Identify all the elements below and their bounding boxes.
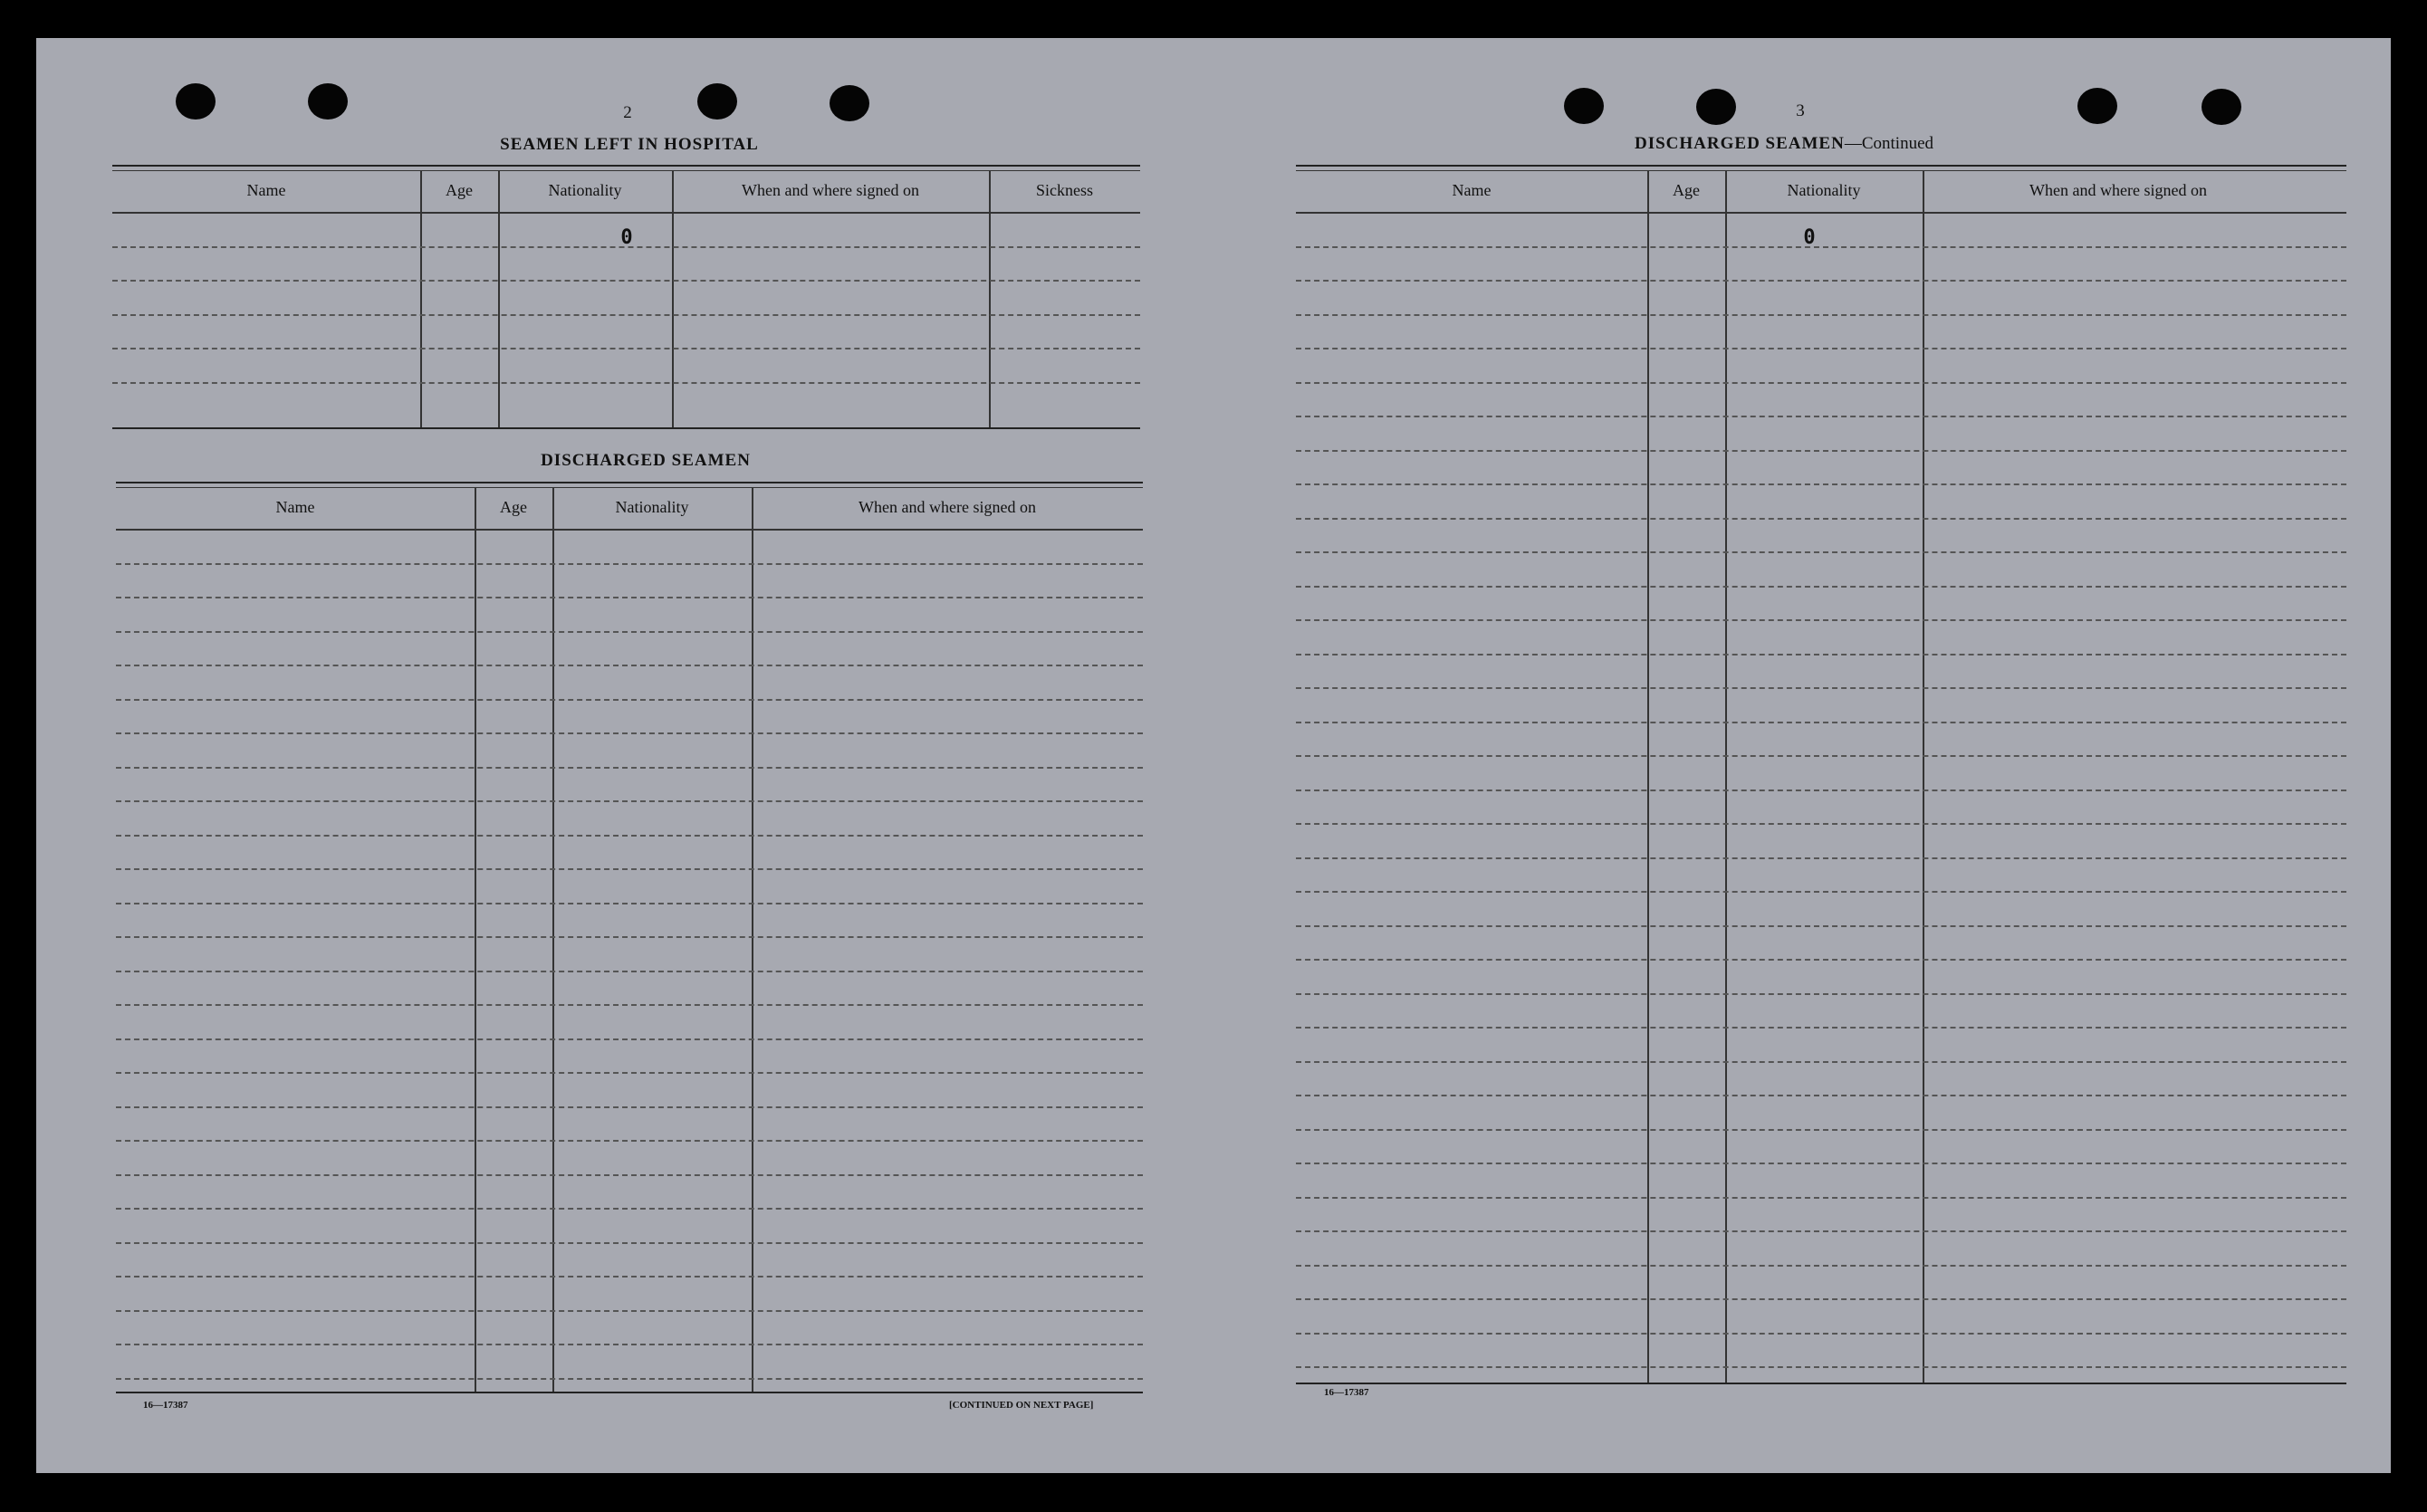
entry-row-line bbox=[1296, 518, 2346, 520]
form-number-right: 16—17387 bbox=[1324, 1387, 1369, 1398]
column-divider bbox=[498, 170, 500, 427]
entry-row-line bbox=[116, 767, 1143, 769]
entry-row-line bbox=[116, 868, 1143, 870]
entry-row-line bbox=[1296, 925, 2346, 927]
table-bottom-rule bbox=[116, 1392, 1143, 1393]
right-col-signed-on: When and where signed on bbox=[2029, 181, 2207, 199]
entry-row-line bbox=[1296, 993, 2346, 995]
entry-row-line bbox=[116, 1276, 1143, 1278]
entry-row-line bbox=[1296, 722, 2346, 723]
discharged-col-name: Name bbox=[275, 498, 315, 516]
entry-row-line bbox=[1296, 586, 2346, 588]
entry-row-line bbox=[1296, 857, 2346, 859]
entry-row-line bbox=[116, 563, 1143, 565]
entry-row-line bbox=[1296, 891, 2346, 893]
hospital-col-sickness: Sickness bbox=[1036, 181, 1093, 199]
entry-row-line bbox=[1296, 246, 2346, 248]
entry-row-line bbox=[112, 246, 1140, 248]
entry-row-line bbox=[116, 665, 1143, 666]
column-divider bbox=[989, 170, 991, 427]
entry-row-line bbox=[1296, 619, 2346, 621]
form-sheet bbox=[36, 38, 2391, 1473]
entry-row-line bbox=[116, 1038, 1143, 1040]
entry-row-line bbox=[116, 1242, 1143, 1244]
entry-row-line bbox=[116, 699, 1143, 701]
discharged-continued-table bbox=[1296, 165, 2346, 1383]
entry-row-line bbox=[1296, 280, 2346, 282]
column-divider bbox=[1647, 170, 1649, 1383]
entry-row-line bbox=[1296, 1163, 2346, 1164]
entry-row-line bbox=[116, 1344, 1143, 1345]
column-divider bbox=[1923, 170, 1924, 1383]
hospital-table bbox=[112, 165, 1140, 427]
entry-row-line bbox=[116, 1106, 1143, 1108]
hospital-section-title: SEAMEN LEFT IN HOSPITAL bbox=[500, 135, 759, 154]
entry-row-line bbox=[1296, 687, 2346, 689]
entry-row-line bbox=[112, 382, 1140, 384]
punch-hole bbox=[1564, 88, 1604, 124]
discharged-continued-title bbox=[1635, 134, 1933, 154]
hospital-col-signed-on: When and where signed on bbox=[742, 181, 919, 199]
punch-hole bbox=[697, 83, 737, 120]
entry-row-line bbox=[1296, 314, 2346, 316]
entry-row-line bbox=[116, 903, 1143, 904]
punch-hole bbox=[830, 85, 869, 121]
column-divider bbox=[752, 487, 753, 1392]
entry-row-line bbox=[1296, 959, 2346, 961]
entry-row-line bbox=[1296, 416, 2346, 417]
header-divider bbox=[1296, 212, 2346, 214]
page-number-right: 3 bbox=[1796, 101, 1805, 120]
right-col-age: Age bbox=[1673, 181, 1700, 199]
entry-row-line bbox=[116, 835, 1143, 837]
entry-row-line bbox=[1296, 450, 2346, 452]
entry-row-line bbox=[112, 348, 1140, 349]
entry-row-line bbox=[1296, 654, 2346, 656]
entry-row-line bbox=[116, 1310, 1143, 1312]
discharged-table bbox=[116, 482, 1143, 1392]
entry-row-line bbox=[1296, 789, 2346, 791]
entry-row-line bbox=[1296, 755, 2346, 757]
entry-row-line bbox=[116, 631, 1143, 633]
entry-row-line bbox=[1296, 1027, 2346, 1029]
entry-row-line bbox=[112, 280, 1140, 282]
entry-row-line bbox=[1296, 1095, 2346, 1096]
entry-row-line bbox=[1296, 483, 2346, 485]
column-divider bbox=[420, 170, 422, 427]
right-col-nationality: Nationality bbox=[1787, 181, 1861, 199]
entry-row-line bbox=[1296, 1265, 2346, 1267]
continued-note: [CONTINUED ON NEXT PAGE] bbox=[949, 1400, 1094, 1411]
entry-row-line bbox=[1296, 1230, 2346, 1232]
entry-row-line bbox=[112, 314, 1140, 316]
column-divider bbox=[475, 487, 476, 1392]
punch-hole bbox=[176, 83, 216, 120]
hospital-col-name: Name bbox=[246, 181, 286, 199]
entry-row-line bbox=[116, 800, 1143, 802]
discharged-section-title: DISCHARGED SEAMEN bbox=[541, 451, 751, 470]
entry-row-line bbox=[116, 1140, 1143, 1142]
right-entry-mark: 0 bbox=[1803, 226, 1816, 249]
entry-row-line bbox=[1296, 551, 2346, 553]
punch-hole bbox=[2202, 89, 2241, 125]
entry-row-line bbox=[116, 597, 1143, 598]
form-number-left: 16—17387 bbox=[143, 1400, 188, 1411]
entry-row-line bbox=[1296, 1129, 2346, 1131]
entry-row-line bbox=[1296, 1298, 2346, 1300]
discharged-col-nationality: Nationality bbox=[615, 498, 689, 516]
hospital-entry-mark: 0 bbox=[620, 226, 633, 249]
entry-row-line bbox=[116, 1072, 1143, 1074]
discharged-continued-title-main: DISCHARGED SEAMEN bbox=[1634, 134, 1845, 153]
punch-hole bbox=[308, 83, 348, 120]
discharged-col-age: Age bbox=[500, 498, 527, 516]
entry-row-line bbox=[1296, 1061, 2346, 1063]
entry-row-line bbox=[116, 1208, 1143, 1210]
entry-row-line bbox=[1296, 823, 2346, 825]
entry-row-line bbox=[116, 936, 1143, 938]
entry-row-line bbox=[1296, 348, 2346, 349]
entry-row-line bbox=[1296, 1333, 2346, 1335]
punch-hole bbox=[1696, 89, 1736, 125]
entry-row-line bbox=[116, 732, 1143, 734]
hospital-col-age: Age bbox=[446, 181, 473, 199]
entry-row-line bbox=[116, 1004, 1143, 1006]
entry-row-line bbox=[116, 1378, 1143, 1380]
table-bottom-rule bbox=[1296, 1383, 2346, 1384]
entry-row-line bbox=[116, 971, 1143, 972]
table-bottom-rule bbox=[112, 427, 1140, 429]
column-divider bbox=[672, 170, 674, 427]
discharged-col-signed-on: When and where signed on bbox=[859, 498, 1036, 516]
header-divider bbox=[112, 212, 1140, 214]
entry-row-line bbox=[1296, 1197, 2346, 1199]
column-divider bbox=[552, 487, 554, 1392]
column-divider bbox=[1725, 170, 1727, 1383]
page-number-left: 2 bbox=[623, 103, 632, 122]
entry-row-line bbox=[1296, 1366, 2346, 1368]
hospital-col-nationality: Nationality bbox=[548, 181, 622, 199]
right-col-name: Name bbox=[1452, 181, 1492, 199]
entry-row-line bbox=[116, 1174, 1143, 1176]
entry-row-line bbox=[1296, 382, 2346, 384]
punch-hole bbox=[2077, 88, 2117, 124]
header-divider bbox=[116, 529, 1143, 531]
continued-suffix: —Continued bbox=[1844, 134, 1934, 153]
